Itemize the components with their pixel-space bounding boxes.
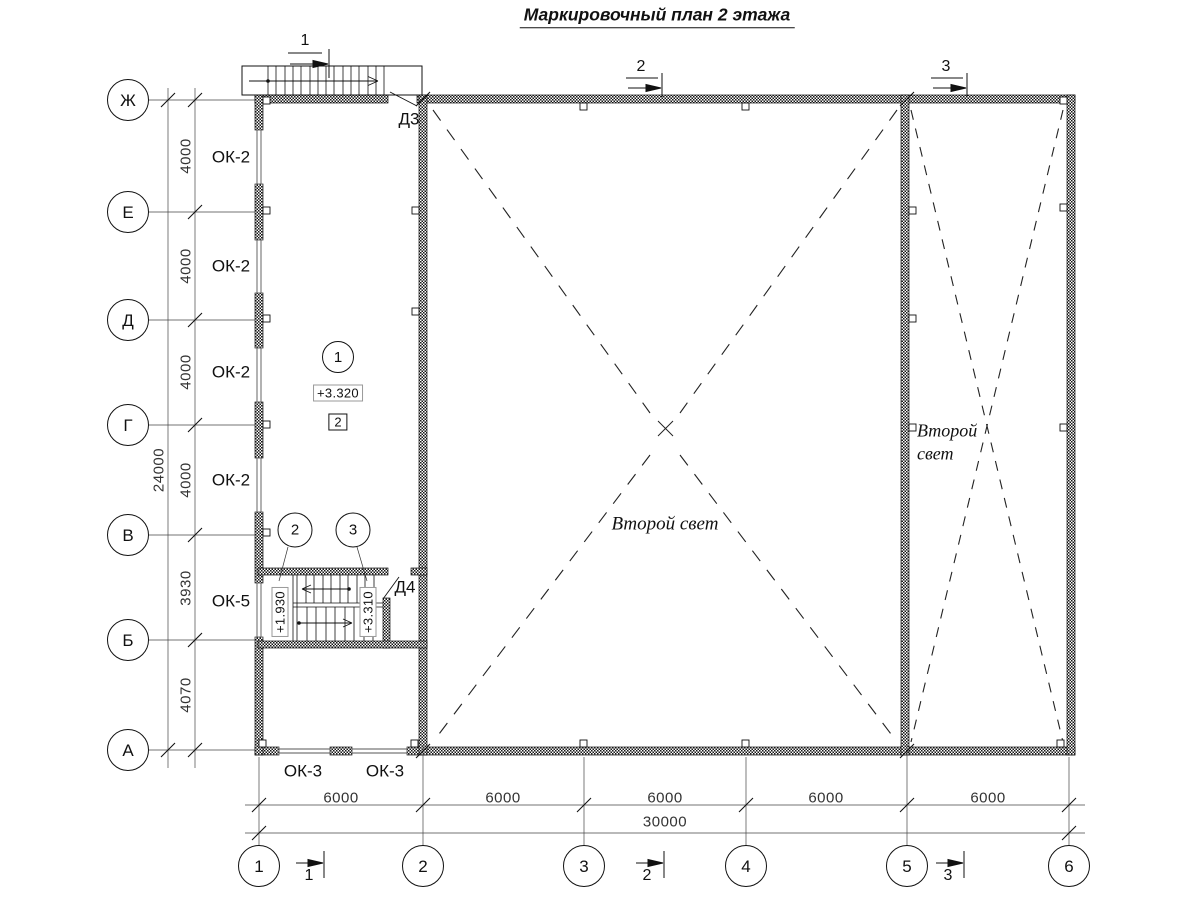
- row-axis-a: А: [107, 729, 149, 771]
- stair-elevation-right: +3.310: [360, 587, 377, 637]
- window-tag-ok2-3: ОК-2: [211, 362, 251, 382]
- col-axis-2: 2: [402, 845, 444, 887]
- section-top-2: 2: [636, 58, 646, 75]
- dim-bottom-total: 30000: [642, 813, 688, 831]
- void-label-right: Второй свет: [917, 420, 978, 463]
- dim-bottom-4: 6000: [808, 789, 844, 807]
- dim-left-6: 4070: [177, 677, 195, 713]
- col-axis-1: 1: [238, 845, 280, 887]
- dim-left-4: 4000: [177, 462, 195, 498]
- section-top-1: 1: [300, 32, 310, 49]
- dim-left-total: 24000: [150, 447, 168, 493]
- row-axis-v: В: [107, 514, 149, 556]
- stair-mark-2-bubble: 2: [278, 513, 313, 548]
- dim-bottom-2: 6000: [485, 789, 521, 807]
- row-axis-b: Б: [107, 619, 149, 661]
- section-bottom-3: 3: [943, 867, 953, 884]
- door-tag-d3: Д3: [398, 109, 420, 129]
- stair-elevation-left: +1.930: [272, 587, 289, 637]
- void-label-center: Второй свет: [611, 513, 719, 535]
- window-tag-ok3-2: ОК-3: [365, 761, 405, 781]
- col-axis-5: 5: [886, 845, 928, 887]
- window-tag-ok5: ОК-5: [211, 591, 251, 611]
- window-tag-ok3-1: ОК-3: [283, 761, 323, 781]
- row-axis-e: Е: [107, 191, 149, 233]
- col-axis-4: 4: [725, 845, 767, 887]
- dim-left-1: 4000: [177, 138, 195, 174]
- exterior-stair: [242, 66, 422, 95]
- window-tag-ok2-2: ОК-2: [211, 256, 251, 276]
- dim-left-2: 4000: [177, 248, 195, 284]
- room-zone-square: 2: [328, 414, 347, 431]
- page-title: Маркировочный план 2 этажа: [520, 6, 795, 28]
- axis-lines: [148, 100, 1069, 846]
- dim-bottom-1: 6000: [323, 789, 359, 807]
- window-tag-ok2-4: ОК-2: [211, 470, 251, 490]
- window-tag-ok2-1: ОК-2: [211, 147, 251, 167]
- door-tag-d4: Д4: [394, 577, 416, 597]
- section-top-3: 3: [941, 58, 951, 75]
- dim-bottom-5: 6000: [970, 789, 1006, 807]
- stair-mark-3-bubble: 3: [336, 513, 371, 548]
- room-number-bubble: 1: [322, 341, 354, 373]
- col-axis-3: 3: [563, 845, 605, 887]
- section-bottom-1: 1: [304, 867, 314, 884]
- row-axis-g: Г: [107, 404, 149, 446]
- row-axis-d: Д: [107, 299, 149, 341]
- void-cross-center-mark: [658, 421, 673, 436]
- dimension-ticks: [161, 92, 1076, 840]
- section-bottom-2: 2: [642, 867, 652, 884]
- col-axis-6: 6: [1048, 845, 1090, 887]
- window-glyphs: [255, 130, 407, 755]
- dim-bottom-3: 6000: [647, 789, 683, 807]
- dim-left-5: 3930: [177, 570, 195, 606]
- room-elevation-tag: +3.320: [313, 385, 363, 402]
- dim-left-3: 4000: [177, 354, 195, 390]
- void-cross-main: [433, 110, 897, 742]
- row-axis-zh: Ж: [107, 79, 149, 121]
